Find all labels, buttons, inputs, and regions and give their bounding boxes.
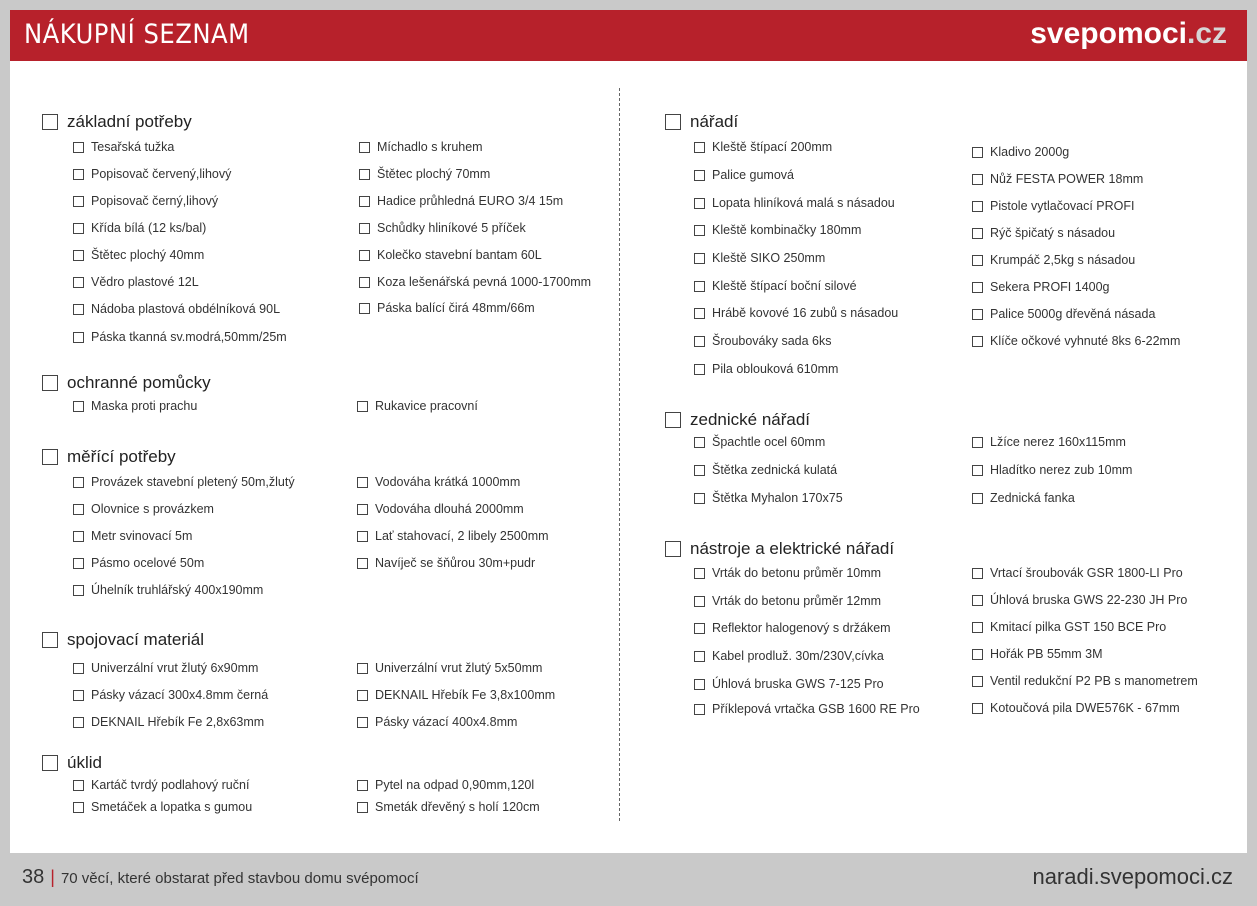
checklist-item[interactable] [694,566,881,580]
item-checkbox[interactable] [357,717,368,728]
item-label: Palice 5000g dřevěná násada [990,307,1156,321]
item-checkbox[interactable] [972,309,983,320]
section-title: úklid [67,753,102,772]
item-label: Nádoba plastová obdélníková 90L [91,302,281,316]
checklist-item[interactable] [357,502,524,516]
item-label: Páska tkanná sv.modrá,50mm/25m [91,330,287,344]
item-label: Rukavice pracovní [375,399,478,413]
item-label: Olovnice s provázkem [91,502,214,516]
item-label: Štětec plochý 40mm [91,248,205,262]
checklist-item[interactable] [972,435,1126,449]
section-title: nářadí [690,112,739,131]
item-checkbox[interactable] [694,253,705,264]
item-label: Pásmo ocelové 50m [91,556,205,570]
checklist-item[interactable] [73,275,199,289]
checklist-item[interactable] [972,566,1183,580]
item-checkbox[interactable] [357,663,368,674]
checklist-item[interactable] [972,701,1180,715]
checklist-item[interactable] [694,334,832,348]
checklist-item[interactable] [357,778,534,792]
checklist-item[interactable] [972,463,1132,477]
item-checkbox[interactable] [73,690,84,701]
item-label: Popisovač červený,lihový [91,167,232,181]
item-checkbox[interactable] [73,169,84,180]
item-label: Smeták dřevěný s holí 120cm [375,800,540,814]
section-header-zednicke [665,410,810,430]
checklist-item[interactable] [694,594,881,608]
checklist-item[interactable] [972,620,1166,634]
item-label: Hadice průhledná EURO 3/4 15m [377,194,564,208]
checklist-item[interactable] [357,688,555,702]
item-label: Univerzální vrut žlutý 5x50mm [375,661,543,675]
section-checkbox-merici[interactable] [42,449,58,465]
item-checkbox[interactable] [972,676,983,687]
checklist-item[interactable] [73,302,280,316]
item-label: Popisovač černý,lihový [91,194,219,208]
item-checkbox[interactable] [694,568,705,579]
item-checkbox[interactable] [73,196,84,207]
item-checkbox[interactable] [357,558,368,569]
item-label: Smetáček a lopatka s gumou [91,800,253,814]
checklist-item[interactable] [73,194,218,208]
checklist-item[interactable] [357,800,540,814]
item-checkbox[interactable] [972,622,983,633]
item-checkbox[interactable] [694,623,705,634]
item-checkbox[interactable] [73,332,84,343]
checklist-item[interactable] [73,399,197,413]
item-checkbox[interactable] [73,277,84,288]
item-label: Zednická fanka [990,491,1075,505]
checklist-item[interactable] [359,301,535,315]
item-checkbox[interactable] [694,142,705,153]
item-checkbox[interactable] [972,282,983,293]
checklist-item[interactable] [73,529,192,543]
item-label: Hořák PB 55mm 3M [990,647,1103,661]
checklist-item[interactable] [73,778,249,792]
item-checkbox[interactable] [359,169,370,180]
item-checkbox[interactable] [972,493,983,504]
checklist-item[interactable] [694,621,891,635]
header-bar [10,10,1247,61]
section-header-naradi [665,112,738,132]
item-checkbox[interactable] [972,336,983,347]
item-label: Kolečko stavební bantam 60L [377,248,542,262]
item-checkbox[interactable] [972,147,983,158]
item-label: Míchadlo s kruhem [377,140,483,154]
item-label: Úhlová bruska GWS 7-125 Pro [712,677,884,691]
item-label: Pila oblouková 610mm [712,362,839,376]
item-label: Kladivo 2000g [990,145,1070,159]
checklist-item[interactable] [694,306,898,320]
checklist-item[interactable] [73,330,287,344]
item-label: Klíče očkové vyhnuté 8ks 6-22mm [990,334,1181,348]
checklist-item[interactable] [972,280,1110,294]
item-label: Vrták do betonu průměr 10mm [712,566,882,580]
checklist-item[interactable] [73,688,268,702]
checklist-item[interactable] [357,475,520,489]
section-title: ochranné pomůcky [67,373,211,392]
section-header-uklid [42,753,102,773]
item-checkbox[interactable] [694,281,705,292]
brand-logo [1030,17,1227,51]
item-checkbox[interactable] [73,663,84,674]
section-title: měřící potřeby [67,447,176,466]
item-checkbox[interactable] [972,595,983,606]
item-label: Kmitací pilka GST 150 BCE Pro [990,620,1167,634]
section-checkbox-elektricke[interactable] [665,541,681,557]
checklist-item[interactable] [359,140,483,154]
item-checkbox[interactable] [694,225,705,236]
item-checkbox[interactable] [357,401,368,412]
item-label: Hrábě kovové 16 zubů s násadou [712,306,899,320]
item-label: Koza lešenářská pevná 1000-1700mm [377,275,592,289]
checklist-item[interactable] [73,248,204,262]
section-checkbox-ochranne[interactable] [42,375,58,391]
checklist-item[interactable] [972,674,1198,688]
item-label: Reflektor halogenový s držákem [712,621,891,635]
checklist-item[interactable] [694,251,825,265]
checklist-item[interactable] [357,529,549,543]
item-checkbox[interactable] [694,651,705,662]
page-title: NÁKUPNÍ SEZNAM [24,19,250,50]
item-label: Kabel prodluž. 30m/230V,cívka [712,649,884,663]
checklist-item[interactable] [73,475,295,489]
item-label: Ventil redukční P2 PB s manometrem [990,674,1198,688]
item-label: Lopata hliníková malá s násadou [712,196,895,210]
item-label: DEKNAIL Hřebík Fe 2,8x63mm [91,715,265,729]
item-label: Pistole vytlačovací PROFI [990,199,1135,213]
item-checkbox[interactable] [972,201,983,212]
item-checkbox[interactable] [73,558,84,569]
checklist-item[interactable] [972,647,1103,661]
item-checkbox[interactable] [694,596,705,607]
checklist-item[interactable] [694,279,857,293]
item-checkbox[interactable] [359,223,370,234]
item-checkbox[interactable] [357,690,368,701]
item-label: Pásky vázací 400x4.8mm [375,715,518,729]
checklist-item[interactable] [359,194,563,208]
checklist-item[interactable] [359,167,490,181]
checklist-item[interactable] [73,661,258,675]
section-checkbox-uklid[interactable] [42,755,58,771]
item-label: Lať stahovací, 2 libely 2500mm [375,529,549,543]
checklist-item[interactable] [694,677,884,691]
item-label: Schůdky hliníkové 5 příček [377,221,526,235]
checklist-item[interactable] [972,199,1135,213]
checklist-item[interactable] [972,307,1155,321]
item-checkbox[interactable] [694,493,705,504]
item-label: Tesařská tužka [91,140,175,154]
item-checkbox[interactable] [359,277,370,288]
item-checkbox[interactable] [73,223,84,234]
item-checkbox[interactable] [73,401,84,412]
item-checkbox[interactable] [694,336,705,347]
checklist-item[interactable] [73,800,252,814]
item-label: DEKNAIL Hřebík Fe 3,8x100mm [375,688,556,702]
section-checkbox-naradi[interactable] [665,114,681,130]
item-label: Kleště štípací boční silové [712,279,857,293]
item-label: Vědro plastové 12L [91,275,199,289]
item-label: Šroubováky sada 6ks [712,334,832,348]
checklist-item[interactable] [73,221,206,235]
item-checkbox[interactable] [972,649,983,660]
logo-main: svepomoci [1030,17,1187,50]
item-label: Páska balící čirá 48mm/66m [377,301,535,315]
item-label: Palice gumová [712,168,794,182]
item-label: Úhlová bruska GWS 22-230 JH Pro [990,593,1188,607]
section-header-zakladni [42,112,192,132]
checklist-item[interactable] [359,221,526,235]
item-checkbox[interactable] [357,780,368,791]
item-checkbox[interactable] [73,250,84,261]
checklist-item[interactable] [694,362,838,376]
item-checkbox[interactable] [972,228,983,239]
item-label: Maska proti prachu [91,399,198,413]
item-label: Pytel na odpad 0,90mm,120l [375,778,535,792]
item-checkbox[interactable] [357,504,368,515]
item-checkbox[interactable] [694,308,705,319]
section-header-merici [42,447,176,467]
logo-tld: .cz [1186,17,1227,50]
checklist-item[interactable] [357,715,517,729]
item-checkbox[interactable] [359,303,370,314]
item-checkbox[interactable] [73,142,84,153]
item-checkbox[interactable] [357,531,368,542]
item-checkbox[interactable] [972,703,983,714]
item-checkbox[interactable] [73,585,84,596]
checklist-item[interactable] [694,491,843,505]
item-checkbox[interactable] [694,170,705,181]
section-header-elektricke [665,539,894,559]
item-label: Vrták do betonu průměr 12mm [712,594,882,608]
item-checkbox[interactable] [972,255,983,266]
checklist-item[interactable] [73,715,264,729]
footer-left [22,866,419,889]
item-checkbox[interactable] [694,679,705,690]
checklist-item[interactable] [694,649,884,663]
item-label: Univerzální vrut žlutý 6x90mm [91,661,259,675]
checklist-item[interactable] [972,172,1143,186]
item-label: Metr svinovací 5m [91,529,193,543]
checklist-item[interactable] [694,223,861,237]
checklist-item[interactable] [694,702,920,716]
section-title: zednické nářadí [690,410,811,429]
item-label: Kleště SIKO 250mm [712,251,826,265]
item-label: Štětec plochý 70mm [377,167,491,181]
checklist-item[interactable] [972,253,1135,267]
checklist-item[interactable] [972,145,1069,159]
checklist-item[interactable] [694,435,825,449]
item-checkbox[interactable] [73,717,84,728]
checklist-item[interactable] [359,248,542,262]
item-label: Navíječ se šňůrou 30m+pudr [375,556,536,570]
item-label: Nůž FESTA POWER 18mm [990,172,1144,186]
section-title: základní potřeby [67,112,192,131]
item-checkbox[interactable] [972,465,983,476]
item-checkbox[interactable] [73,531,84,542]
checklist-item[interactable] [73,583,263,597]
section-checkbox-spojovaci[interactable] [42,632,58,648]
checklist-item[interactable] [357,556,535,570]
item-checkbox[interactable] [359,142,370,153]
checklist-item[interactable] [972,593,1187,607]
checklist-item[interactable] [359,275,591,289]
item-label: Křída bílá (12 ks/bal) [91,221,207,235]
item-label: Krumpáč 2,5kg s násadou [990,253,1136,267]
page-number: 38 [22,866,45,888]
item-label: Kleště kombinačky 180mm [712,223,862,237]
section-title: spojovací materiál [67,630,205,649]
item-checkbox[interactable] [357,802,368,813]
item-label: Kartáč tvrdý podlahový ruční [91,778,250,792]
item-label: Sekera PROFI 1400g [990,280,1110,294]
section-header-ochranne [42,373,211,393]
checklist-item[interactable] [357,661,542,675]
item-checkbox[interactable] [357,477,368,488]
checklist-item[interactable] [694,196,895,210]
item-checkbox[interactable] [694,437,705,448]
item-checkbox[interactable] [694,465,705,476]
item-checkbox[interactable] [694,704,705,715]
section-title: nástroje a elektrické nářadí [690,539,895,558]
checklist-item[interactable] [73,502,214,516]
item-checkbox[interactable] [972,568,983,579]
item-label: Příklepová vrtačka GSB 1600 RE Pro [712,702,920,716]
item-label: Úhelník truhlářský 400x190mm [91,583,264,597]
item-checkbox[interactable] [73,504,84,515]
item-label: Hladítko nerez zub 10mm [990,463,1133,477]
item-label: Vrtací šroubovák GSR 1800-LI Pro [990,566,1183,580]
item-checkbox[interactable] [73,780,84,791]
checklist-item[interactable] [73,556,204,570]
item-label: Lžíce nerez 160x115mm [990,435,1126,449]
checklist-item[interactable] [972,491,1075,505]
section-checkbox-zakladni[interactable] [42,114,58,130]
checklist-item[interactable] [357,399,478,413]
item-checkbox[interactable] [359,196,370,207]
item-checkbox[interactable] [694,364,705,375]
item-label: Rýč špičatý s násadou [990,226,1116,240]
item-label: Provázek stavební pletený 50m,žlutý [91,475,295,489]
footer-url[interactable]: naradi.svepomoci.cz [1032,864,1233,889]
checklist-item[interactable] [694,168,794,182]
checklist-item[interactable] [972,226,1115,240]
checklist-item[interactable] [972,334,1180,348]
footer-separator: | [50,867,55,887]
item-checkbox[interactable] [694,198,705,209]
item-label: Štětka Myhalon 170x75 [712,491,843,505]
item-checkbox[interactable] [972,174,983,185]
item-label: Vodováha krátká 1000mm [375,475,521,489]
item-checkbox[interactable] [972,437,983,448]
column-divider [619,88,620,821]
checklist-item[interactable] [73,167,231,181]
item-label: Štětka zednická kulatá [712,463,838,477]
item-checkbox[interactable] [73,304,84,315]
item-checkbox[interactable] [359,250,370,261]
item-label: Špachtle ocel 60mm [712,435,826,449]
section-header-spojovaci [42,630,204,650]
item-label: Pásky vázací 300x4.8mm černá [91,688,269,702]
item-label: Kleště štípací 200mm [712,140,833,154]
checklist-item[interactable] [694,140,832,154]
footer-text: 70 věcí, které obstarat před stavbou domu svépomocí [60,870,419,887]
item-checkbox[interactable] [73,802,84,813]
item-checkbox[interactable] [73,477,84,488]
item-label: Vodováha dlouhá 2000mm [375,502,524,516]
checklist-item[interactable] [694,463,837,477]
item-label: Kotoučová pila DWE576K - 67mm [990,701,1180,715]
checklist-item[interactable] [73,140,174,154]
section-checkbox-zednicke[interactable] [665,412,681,428]
